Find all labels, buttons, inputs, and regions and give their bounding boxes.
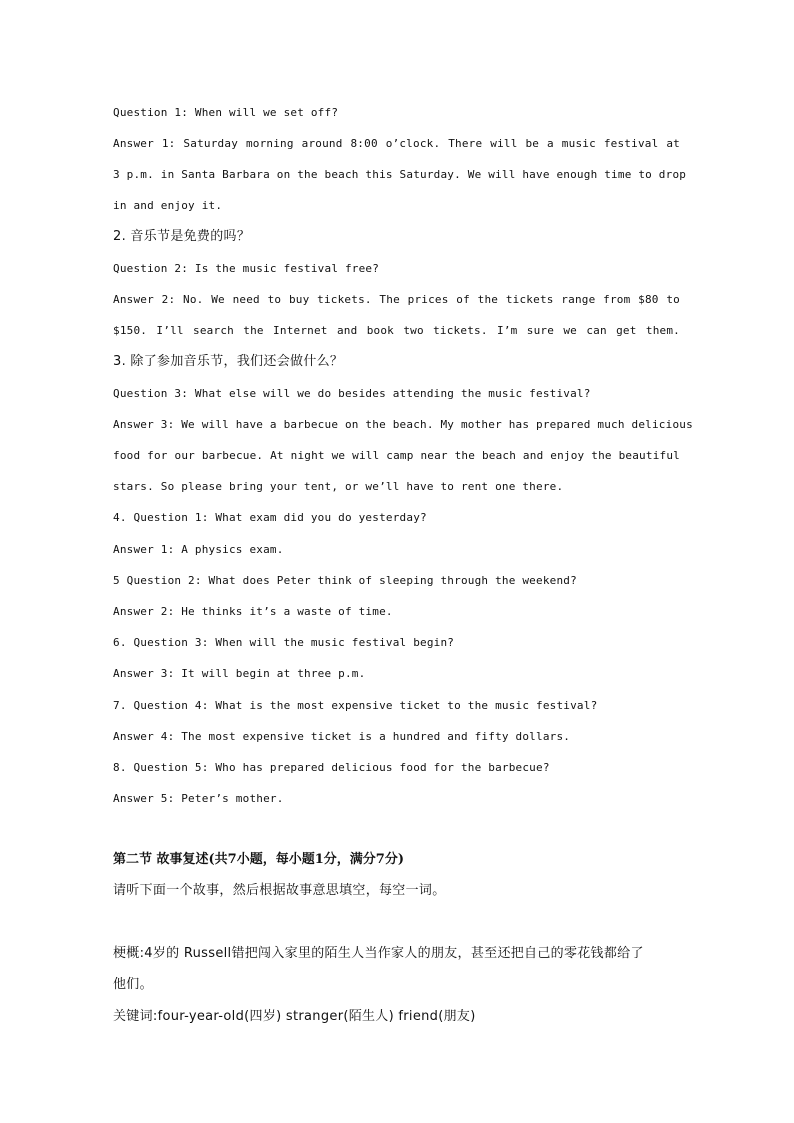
qa-line: in and enjoy it. [113,199,223,212]
qa-line: Answer 5: Peter’s mother. [113,792,284,805]
qa-line: Answer 1: A physics exam. [113,543,284,556]
section-heading: 第二节 故事复述(共7小题，每小题1分，满分7分) [113,852,404,867]
qa-line: 4. Question 1: What exam did you do yesterday? [113,511,427,524]
section-instruction: 请听下面一个故事，然后根据故事意思填空，每空一词。 [113,883,446,898]
qa-line: Question 3: What else will we do besides attending the music festival? [113,387,591,400]
qa-line: 7. Question 4: What is the most expensive ticket to the music festival? [113,699,598,712]
qa-line: food for our barbecue. At night we will camp near the beach and enjoy the beautiful [113,449,680,462]
qa-subheading: 2. 音乐节是免费的吗？ [113,229,251,244]
qa-line: Answer 3: It will begin at three p.m. [113,667,366,680]
qa-line: Answer 2: No. We need to buy tickets. The prices of the tickets range from $80 to [113,293,680,306]
qa-line: 3 p.m. in Santa Barbara on the beach this Saturday. We will have enough time to drop [113,168,687,181]
qa-line: $150. I’ll search the Internet and book two tickets. I’m sure we can get them. [113,324,680,337]
keywords: 关键词:four-year-old(四岁) stranger(陌生人) friend(朋友) [113,1009,476,1024]
qa-line: 8. Question 5: Who has prepared delicious food for the barbecue? [113,761,550,774]
qa-subheading: 3. 除了参加音乐节，我们还会做什么？ [113,354,344,369]
qa-line: Question 2: Is the music festival free? [113,262,380,275]
qa-line: Answer 4: The most expensive ticket is a hundred and fifty dollars. [113,730,571,743]
qa-line: 5 Question 2: What does Peter think of sleeping through the weekend? [113,574,577,587]
qa-line: Question 1: When will we set off? [113,106,339,119]
qa-line: Answer 2: He thinks it’s a waste of time. [113,605,393,618]
qa-line: Answer 3: We will have a barbecue on the beach. My mother has prepared much delicious [113,418,693,431]
qa-line: stars. So please bring your tent, or we’ll have to rent one there. [113,480,564,493]
qa-line: Answer 1: Saturday morning around 8:00 o’clock. There will be a music festival at [113,137,680,150]
qa-line: 6. Question 3: When will the music festival begin? [113,636,455,649]
story-summary-continued: 他们。 [113,977,153,992]
story-summary: 梗概:4岁的 Russell错把闯入家里的陌生人当作家人的朋友，甚至还把自己的零花钱都给了 [113,946,644,961]
